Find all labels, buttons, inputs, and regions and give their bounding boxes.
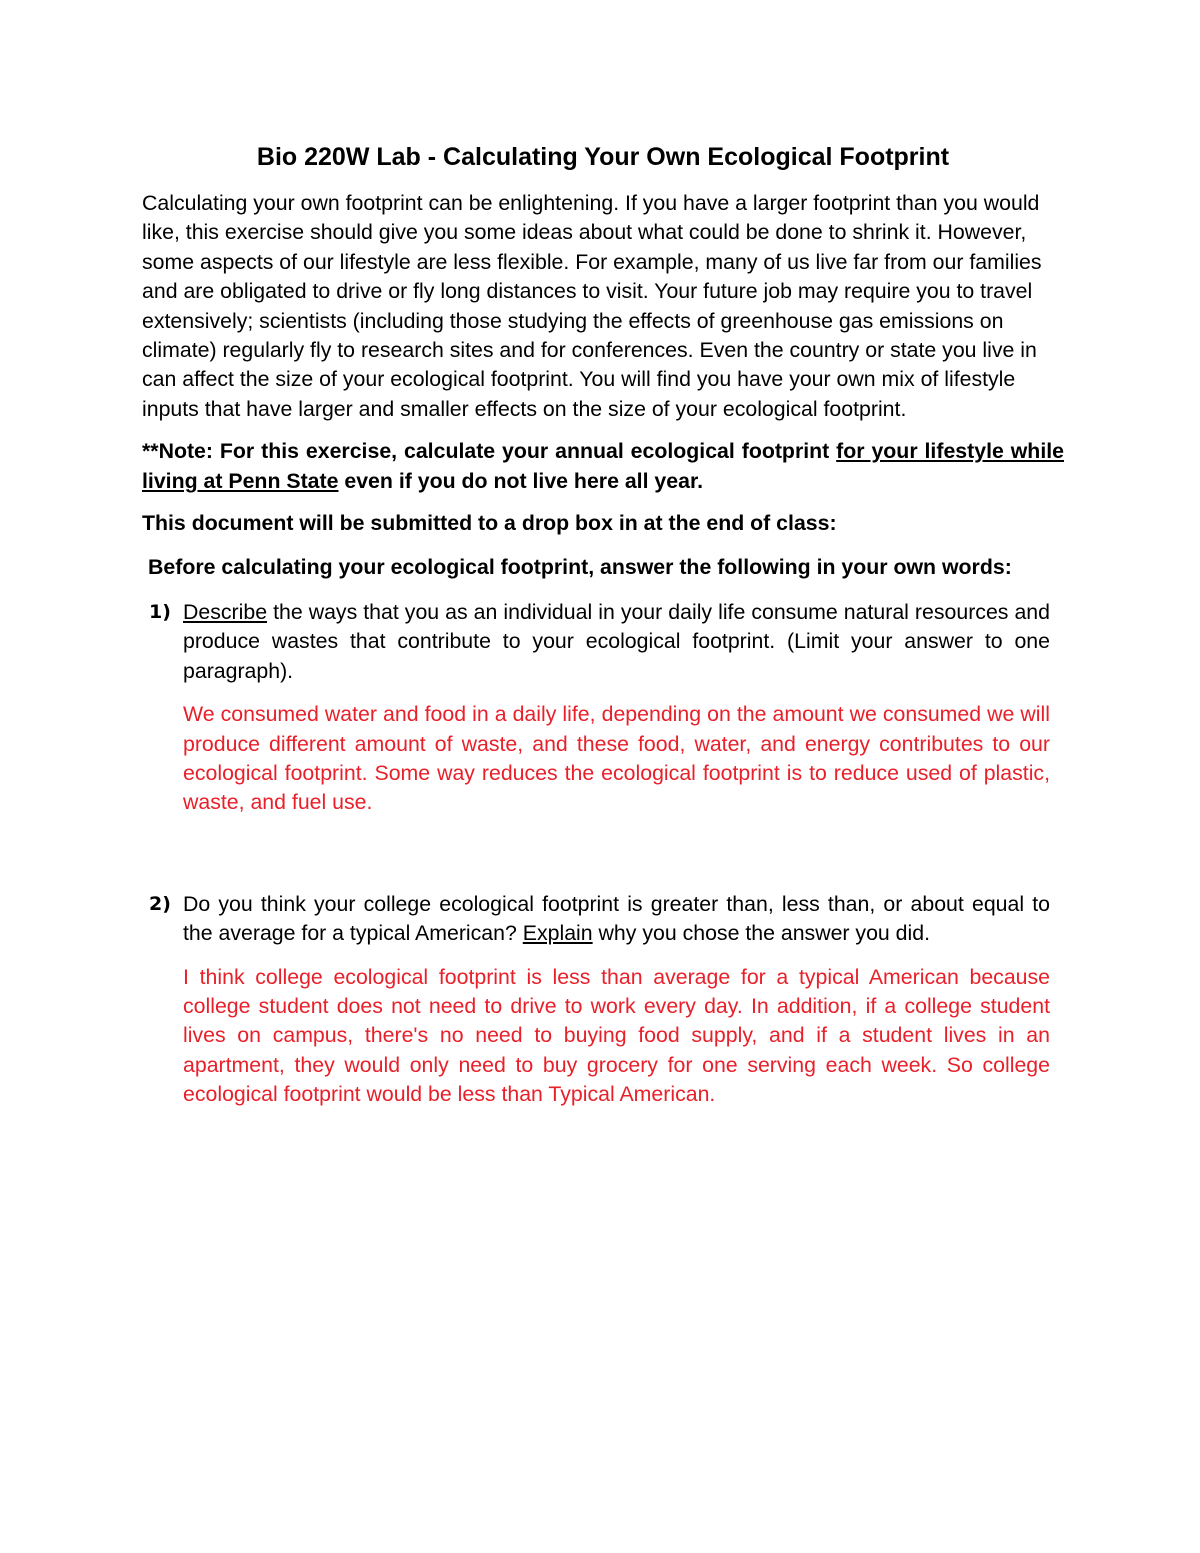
answer-text: I think college ecological footprint is less than average for a typical American because college student does not need to drive to work every day. In addition, if a college student lives on campus, there's no need to buying food supply, and if a student lives in an apartment, they would only need to buy grocery for one serving each week. So college ecological footprint would be less than Typical American. [183,964,1050,1107]
question-verb: Describe [183,599,268,624]
question-text [183,598,1050,686]
answer-text: We consumed water and food in a daily life, depending on the amount we consumed we will produce different amount of waste, and these food, water, and energy contributes to our ecological footprint. Some way reduces the ecological footprint is to reduce used of plastic, waste, and fuel use. [183,702,1050,815]
question-text [183,890,1050,949]
question-body-end: why you chose the answer you did. [592,921,931,946]
note-underlined: for your lifestyle while living at Penn State [142,439,1064,493]
note-paragraph [142,437,1064,496]
question-body: the ways that you as an individual in your daily life consume natural resources and produce wastes that contribute to your ecological footprint. (Limit your answer to one paragraph). [183,599,1050,683]
instruction-heading: Before calculating your ecological footprint, answer the following in your own words: [148,555,1012,580]
question-verb: Explain [522,921,593,946]
question-body-start: Do you think your college ecological footprint is greater than, less than, or about equal to the average for a typical American? [183,891,1050,946]
document-title: Bio 220W Lab - Calculating Your Own Ecological Footprint [256,143,950,171]
question-1 [149,598,1050,818]
document-page [142,140,1064,1110]
note-tail: even if you do not live here all year. [338,468,703,493]
question-number: 2) [149,892,171,915]
question-number: 1) [149,600,171,623]
note-lead: **Note: For this exercise, calculate your annual ecological footprint [142,439,837,464]
question-2 [149,890,1050,1110]
submission-statement: This document will be submitted to a drop box in at the end of class: [142,511,837,536]
intro-paragraph: Calculating your own footprint can be enlightening. If you have a larger footprint than you would like, this exercise should give you some ideas about what could be done to shrink it. However, some aspects of our lifestyle are less flexible. For example, many of us live far from our families and are obligated to drive or fly long distances to visit. Your future job may require you to travel extensively; scientists (including those studying the effects of greenhouse gas emissions on climate) regularly fly to research sites and for conferences. Even the country or state you live in can affect the size of your ecological footprint. You will find you have your own mix of lifestyle inputs that have larger and smaller effects on the size of your ecological footprint. [142,191,1042,421]
